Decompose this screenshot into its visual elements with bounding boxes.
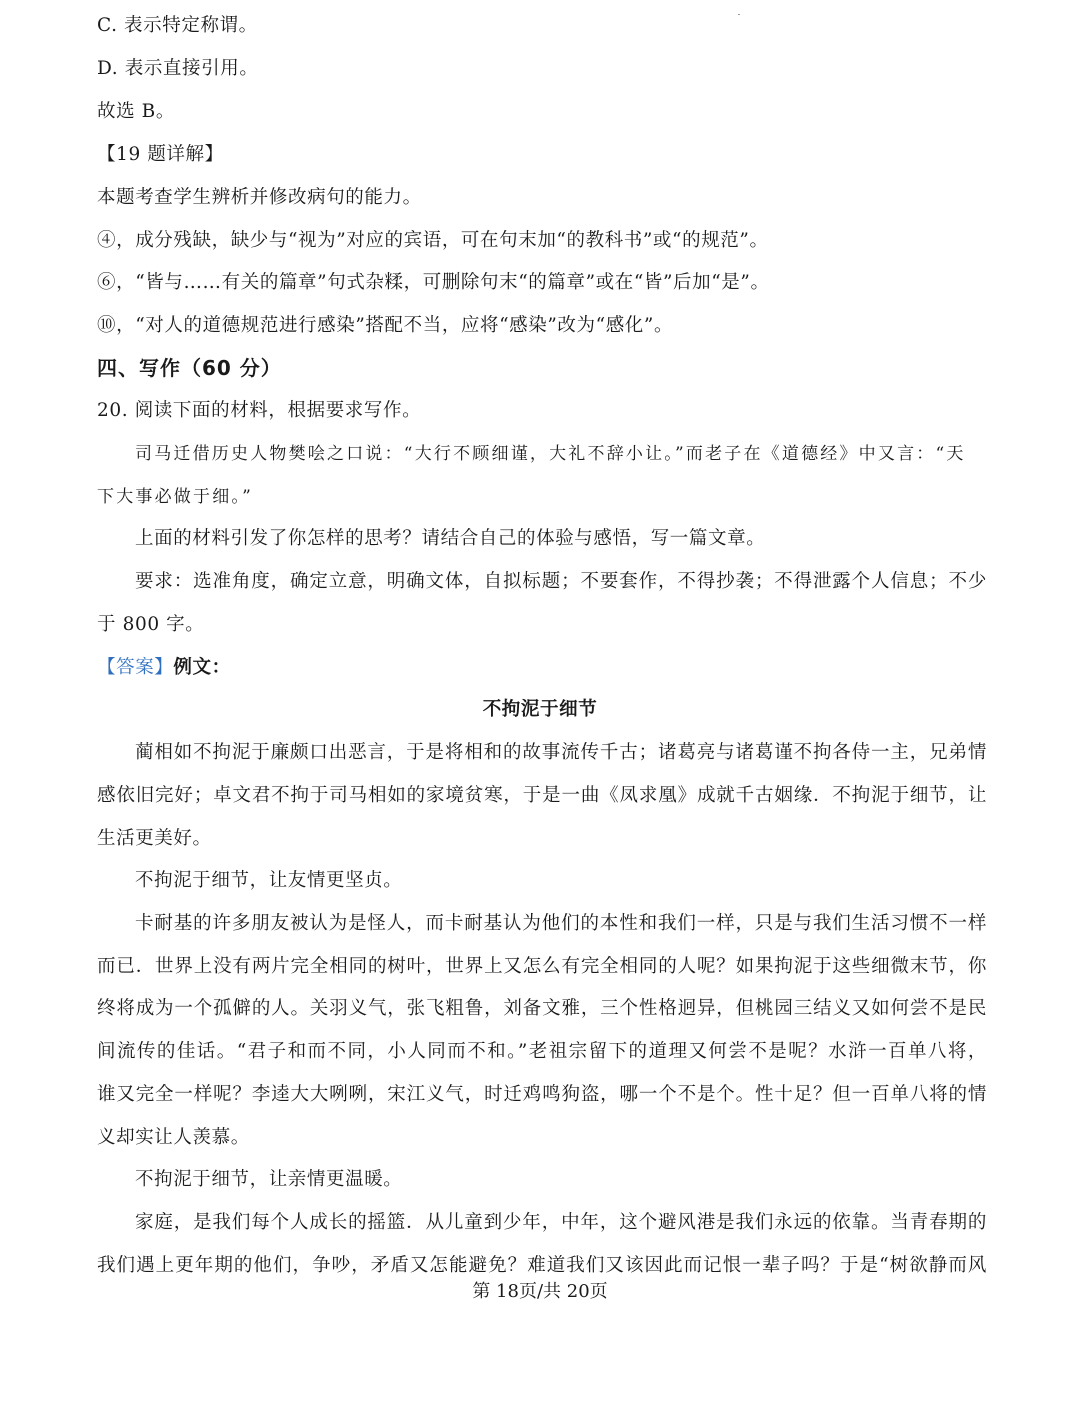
q20-question: 上面的材料引发了你怎样的思考？请结合自己的体验与感悟，写一篇文章。 xyxy=(135,528,766,549)
material-line-2: 下大事必做于细。” xyxy=(97,487,253,507)
essay-p4: 不拘泥于细节，让亲情更温暖。 xyxy=(135,1169,403,1190)
essay-p5-line-2: 我们遇上更年期的他们，争吵，矛盾又怎能避免？难道我们又该因此而记恨一辈子吗？于是“树欲静而风 xyxy=(97,1255,987,1276)
answer-choice: 故选 B。 xyxy=(97,101,175,122)
option-c: C. 表示特定称谓。 xyxy=(97,15,258,36)
material-line-1: 司马迁借历史人物樊哙之口说：“大行不顾细谨，大礼不辞小让。”而老子在《道德经》中又言：“天 xyxy=(135,444,966,464)
q19-intro: 本题考查学生辨析并修改病句的能力。 xyxy=(97,187,422,208)
q19-item-6: ⑥，“皆与……有关的篇章”句式杂糅，可删除句末“的篇章”或在“皆”后加“是”。 xyxy=(97,272,770,293)
essay-p1-line-3: 生活更美好。 xyxy=(97,828,212,849)
q20-prompt: 20. 阅读下面的材料，根据要求写作。 xyxy=(97,400,422,421)
answer-label: 例文： xyxy=(173,657,231,678)
q19-heading: 【19 题详解】 xyxy=(97,144,224,165)
essay-title: 不拘泥于细节 xyxy=(482,699,598,720)
essay-p3-line-6: 义却实让人羡慕。 xyxy=(97,1127,250,1148)
essay-p2: 不拘泥于细节，让友情更坚贞。 xyxy=(135,870,403,891)
page-footer: 第 18页/共 20页 xyxy=(472,1281,608,1302)
essay-p1-line-2: 感依旧完好；卓文君不拘于司马相如的家境贫寒，于是一曲《凤求凰》成就千古姻缘．不拘泥于细节，让 xyxy=(97,785,987,806)
essay-p3-line-5: 谁又完全一样呢？李逵大大咧咧，宋江义气，时迁鸡鸣狗盗，哪一个不是个。性十足？但一百单八将的情 xyxy=(97,1084,987,1105)
essay-p5-line-1: 家庭，是我们每个人成长的摇篮．从儿童到少年，中年，这个避风港是我们永远的依靠。当青春期的 xyxy=(135,1212,987,1233)
section-4-heading: 四、写作（60 分） xyxy=(97,356,282,380)
essay-p3-line-1: 卡耐基的许多朋友被认为是怪人，而卡耐基认为他们的本性和我们一样，只是与我们生活习惯不一样 xyxy=(135,913,987,934)
option-d: D. 表示直接引用。 xyxy=(97,58,259,79)
requirement-line-1: 要求：选准角度，确定立意，明确文体，自拟标题；不要套作，不得抄袭；不得泄露个人信息；不少 xyxy=(135,571,987,592)
answer-line xyxy=(97,656,987,680)
essay-p3-line-4: 间流传的佳话。“君子和而不同，小人同而不和。”老祖宗留下的道理又何尝不是呢？水浒一百单八将， xyxy=(97,1041,987,1062)
answer-tag: 【答案】 xyxy=(97,657,174,678)
requirement-line-2: 于 800 字。 xyxy=(97,614,205,635)
q19-item-10: ⑩，“对人的道德规范进行感染”搭配不当，应将“感染”改为“感化”。 xyxy=(97,315,674,336)
essay-p3-line-2: 而已．世界上没有两片完全相同的树叶，世界上又怎么有完全相同的人呢？如果拘泥于这些细微末节，你 xyxy=(97,956,987,977)
essay-p3-line-3: 终将成为一个孤僻的人。关羽义气，张飞粗鲁，刘备文雅，三个性格迥异，但桃园三结义又如何尝不是民 xyxy=(97,998,987,1019)
essay-p1-line-1: 蔺相如不拘泥于廉颇口出恶言，于是将相和的故事流传千古；诸葛亮与诸葛谨不拘各侍一主，兄弟情 xyxy=(135,742,987,763)
q19-item-4: ④，成分残缺，缺少与“视为”对应的宾语，可在句末加“的教科书”或“的规范”。 xyxy=(97,230,769,251)
